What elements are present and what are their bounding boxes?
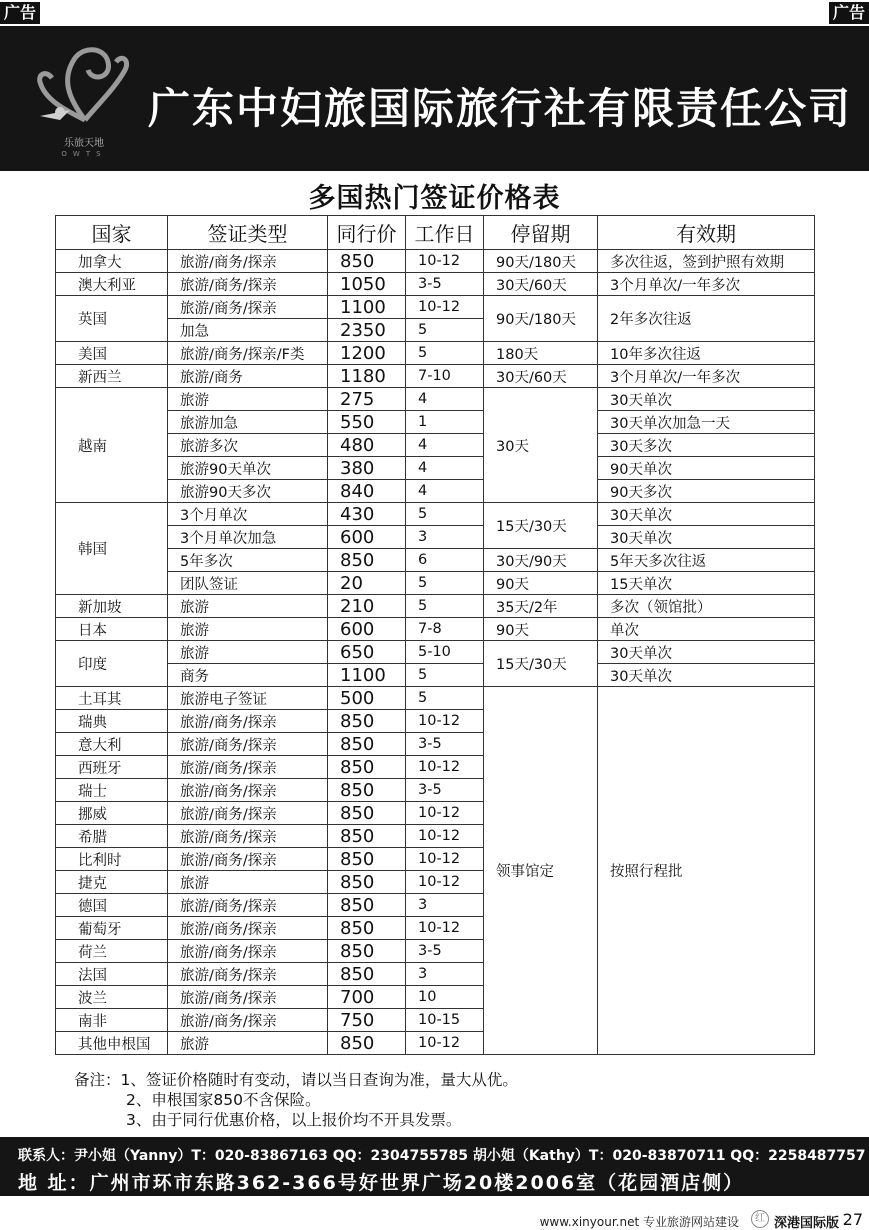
validity-cell: 15天单次: [598, 572, 815, 595]
workdays-cell: 3: [406, 963, 484, 986]
workdays-cell: 10-12: [406, 825, 484, 848]
visa-type-cell: 旅游加急: [168, 411, 328, 434]
table-row: [56, 687, 815, 710]
country-cell: 美国: [56, 342, 168, 365]
workdays-cell: 3: [406, 894, 484, 917]
country-cell: 荷兰: [56, 940, 168, 963]
country-cell: 德国: [56, 894, 168, 917]
ad-label-left: 广告: [0, 2, 40, 24]
table-row: [56, 388, 815, 411]
price-cell: 550: [328, 411, 406, 434]
country-cell: 捷克: [56, 871, 168, 894]
company-name: 广东中妇旅国际旅行社有限责任公司: [148, 84, 853, 133]
header-workdays: 工作日: [406, 216, 484, 250]
header-visa-type: 签证类型: [168, 216, 328, 250]
country-cell: 印度: [56, 641, 168, 687]
workdays-cell: 3-5: [406, 940, 484, 963]
price-cell: 850: [328, 1032, 406, 1055]
workdays-cell: 5: [406, 687, 484, 710]
header-validity: 有效期: [598, 216, 815, 250]
price-cell: 275: [328, 388, 406, 411]
price-cell: 850: [328, 940, 406, 963]
country-cell: 瑞典: [56, 710, 168, 733]
visa-type-cell: 旅游: [168, 1032, 328, 1055]
company-header: [0, 26, 869, 171]
validity-cell: 30天单次: [598, 664, 815, 687]
note-line-3: 3、由于同行优惠价格，以上报价均不开具发票。: [126, 1111, 462, 1129]
visa-type-cell: 旅游/商务/探亲: [168, 779, 328, 802]
workdays-cell: 4: [406, 457, 484, 480]
visa-type-cell: 加急: [168, 319, 328, 342]
visa-type-cell: 旅游多次: [168, 434, 328, 457]
notes: [74, 1070, 518, 1130]
visa-type-cell: 旅游: [168, 388, 328, 411]
stay-cell: 35天/2年: [484, 595, 598, 618]
country-cell: 瑞士: [56, 779, 168, 802]
visa-type-cell: 旅游90天单次: [168, 457, 328, 480]
country-cell: 越南: [56, 388, 168, 503]
price-cell: 2350: [328, 319, 406, 342]
price-cell: 850: [328, 710, 406, 733]
workdays-cell: 6: [406, 549, 484, 572]
visa-type-cell: 旅游/商务/探亲: [168, 802, 328, 825]
workdays-cell: 4: [406, 480, 484, 503]
visa-type-cell: 旅游/商务/探亲: [168, 825, 328, 848]
workdays-cell: 10-12: [406, 756, 484, 779]
table-header-row: [56, 216, 815, 250]
country-cell: 西班牙: [56, 756, 168, 779]
table-row: [56, 503, 815, 526]
page-footer: [0, 1208, 869, 1230]
visa-type-cell: 3个月单次加急: [168, 526, 328, 549]
country-cell: 法国: [56, 963, 168, 986]
visa-type-cell: 旅游/商务/探亲: [168, 940, 328, 963]
validity-cell: 30天单次: [598, 503, 815, 526]
country-cell: 波兰: [56, 986, 168, 1009]
table-title: 多国热门签证价格表: [308, 183, 561, 214]
visa-type-cell: 旅游90天多次: [168, 480, 328, 503]
workdays-cell: 5: [406, 572, 484, 595]
price-cell: 1100: [328, 296, 406, 319]
country-cell: 意大利: [56, 733, 168, 756]
table-row: [56, 296, 815, 319]
price-cell: 380: [328, 457, 406, 480]
workdays-cell: 10-12: [406, 296, 484, 319]
validity-cell: 90天单次: [598, 457, 815, 480]
stay-cell: 领事馆定: [484, 687, 598, 1055]
visa-type-cell: 旅游/商务/探亲: [168, 986, 328, 1009]
visa-type-cell: 旅游/商务/探亲: [168, 733, 328, 756]
contact-bar: [0, 1137, 869, 1196]
stay-cell: 90天/180天: [484, 296, 598, 342]
validity-cell: 多次（领馆批）: [598, 595, 815, 618]
ad-label-right: 广告: [829, 2, 869, 24]
visa-type-cell: 旅游/商务/探亲: [168, 710, 328, 733]
country-cell: 韩国: [56, 503, 168, 595]
workdays-cell: 4: [406, 388, 484, 411]
visa-type-cell: 3个月单次: [168, 503, 328, 526]
stay-cell: 180天: [484, 342, 598, 365]
country-cell: 葡萄牙: [56, 917, 168, 940]
workdays-cell: 5: [406, 664, 484, 687]
country-cell: 加拿大: [56, 250, 168, 273]
stay-cell: 90天/180天: [484, 250, 598, 273]
visa-type-cell: 旅游/商务/探亲: [168, 894, 328, 917]
visa-price-table: [55, 215, 815, 1055]
visa-type-cell: 旅游/商务/探亲: [168, 917, 328, 940]
workdays-cell: 5: [406, 503, 484, 526]
workdays-cell: 4: [406, 434, 484, 457]
logo-text: 乐旅天地: [64, 138, 104, 149]
price-cell: 210: [328, 595, 406, 618]
workdays-cell: 10-15: [406, 1009, 484, 1032]
country-cell: 英国: [56, 296, 168, 342]
table-row: [56, 365, 815, 388]
stay-cell: 15天/30天: [484, 641, 598, 687]
country-cell: 新西兰: [56, 365, 168, 388]
price-cell: 850: [328, 779, 406, 802]
visa-type-cell: 旅游/商务/探亲: [168, 1009, 328, 1032]
validity-cell: 3个月单次/一年多次: [598, 365, 815, 388]
country-cell: 新加坡: [56, 595, 168, 618]
visa-type-cell: 旅游/商务/探亲/F类: [168, 342, 328, 365]
visa-type-cell: 商务: [168, 664, 328, 687]
price-cell: 1180: [328, 365, 406, 388]
country-cell: 其他申根国: [56, 1032, 168, 1055]
workdays-cell: 3-5: [406, 273, 484, 296]
country-cell: 土耳其: [56, 687, 168, 710]
price-cell: 850: [328, 802, 406, 825]
validity-cell: 30天单次: [598, 641, 815, 664]
price-cell: 850: [328, 825, 406, 848]
workdays-cell: 10-12: [406, 848, 484, 871]
table-row: [56, 641, 815, 664]
stay-cell: 30天: [484, 388, 598, 503]
header-price: 同行价: [328, 216, 406, 250]
visa-type-cell: 旅游电子签证: [168, 687, 328, 710]
validity-cell: 按照行程批: [598, 687, 815, 1055]
price-cell: 840: [328, 480, 406, 503]
table-row: [56, 480, 815, 503]
workdays-cell: 7-8: [406, 618, 484, 641]
table-row: [56, 572, 815, 595]
table-row: [56, 457, 815, 480]
price-cell: 1200: [328, 342, 406, 365]
workdays-cell: 3-5: [406, 779, 484, 802]
price-cell: 850: [328, 756, 406, 779]
workdays-cell: 10-12: [406, 250, 484, 273]
workdays-cell: 5: [406, 342, 484, 365]
price-cell: 1100: [328, 664, 406, 687]
visa-type-cell: 旅游/商务/探亲: [168, 250, 328, 273]
table-row: [56, 549, 815, 572]
price-cell: 650: [328, 641, 406, 664]
table-row: [56, 664, 815, 687]
stay-cell: 90天: [484, 618, 598, 641]
workdays-cell: 10-12: [406, 871, 484, 894]
workdays-cell: 5: [406, 595, 484, 618]
price-cell: 430: [328, 503, 406, 526]
validity-cell: 2年多次往返: [598, 296, 815, 342]
visa-type-cell: 旅游/商务/探亲: [168, 273, 328, 296]
country-cell: 希腊: [56, 825, 168, 848]
visa-type-cell: 旅游: [168, 595, 328, 618]
workdays-cell: 3: [406, 526, 484, 549]
price-cell: 850: [328, 733, 406, 756]
visa-type-cell: 旅游/商务/探亲: [168, 296, 328, 319]
validity-cell: 30天单次加急一天: [598, 411, 815, 434]
footer-site: www.xinyour.net 专业旅游网站建设: [539, 1215, 739, 1229]
validity-cell: 30天单次: [598, 526, 815, 549]
stay-cell: 30天/90天: [484, 549, 598, 572]
workdays-cell: 3-5: [406, 733, 484, 756]
country-cell: 比利时: [56, 848, 168, 871]
country-cell: 南非: [56, 1009, 168, 1032]
price-cell: 600: [328, 618, 406, 641]
price-cell: 1050: [328, 273, 406, 296]
workdays-cell: 10-12: [406, 917, 484, 940]
peacock-logo-icon: [30, 40, 140, 132]
price-cell: 480: [328, 434, 406, 457]
logo-subtitle: OWTS: [61, 150, 107, 158]
price-cell: 20: [328, 572, 406, 595]
table-row: [56, 434, 815, 457]
header-country: 国家: [56, 216, 168, 250]
visa-type-cell: 5年多次: [168, 549, 328, 572]
table-row: [56, 250, 815, 273]
table-row: [56, 526, 815, 549]
visa-type-cell: 旅游/商务: [168, 365, 328, 388]
country-cell: 挪威: [56, 802, 168, 825]
contact-persons: 联系人：尹小姐（Yanny）T：020-83867163 QQ：2304755785 胡小姐（Kathy）T：020-83870711 QQ：2258487757: [18, 1148, 866, 1164]
stay-cell: 90天: [484, 572, 598, 595]
price-cell: 850: [328, 871, 406, 894]
company-logo: [30, 40, 140, 162]
price-cell: 850: [328, 848, 406, 871]
validity-cell: 10年多次往返: [598, 342, 815, 365]
validity-cell: 30天多次: [598, 434, 815, 457]
validity-cell: 3个月单次/一年多次: [598, 273, 815, 296]
footer-badge-icon: 红: [751, 1210, 769, 1228]
contact-address: 地 址：广州市环市东路362-366号好世界广场20楼2006室（花园酒店侧）: [18, 1172, 745, 1194]
price-cell: 850: [328, 917, 406, 940]
validity-cell: 多次往返，签到护照有效期: [598, 250, 815, 273]
stay-cell: 30天/60天: [484, 365, 598, 388]
workdays-cell: 10-12: [406, 802, 484, 825]
footer-edition: 深港国际版: [773, 1216, 839, 1230]
stay-cell: 15天/30天: [484, 503, 598, 549]
stay-cell: 30天/60天: [484, 273, 598, 296]
validity-cell: 5年天多次往返: [598, 549, 815, 572]
table-row: [56, 342, 815, 365]
workdays-cell: 5: [406, 319, 484, 342]
visa-type-cell: 旅游/商务/探亲: [168, 848, 328, 871]
price-cell: 850: [328, 894, 406, 917]
note-line-2: 2、申根国家850不含保险。: [126, 1091, 321, 1109]
table-row: [56, 411, 815, 434]
workdays-cell: 1: [406, 411, 484, 434]
price-cell: 750: [328, 1009, 406, 1032]
workdays-cell: 5-10: [406, 641, 484, 664]
validity-cell: 90天多次: [598, 480, 815, 503]
note-line-1: 备注：1、签证价格随时有变动，请以当日查询为准，量大从优。: [74, 1071, 518, 1089]
validity-cell: 30天单次: [598, 388, 815, 411]
workdays-cell: 10-12: [406, 1032, 484, 1055]
visa-type-cell: 旅游/商务/探亲: [168, 963, 328, 986]
header-stay: 停留期: [484, 216, 598, 250]
visa-type-cell: 旅游: [168, 618, 328, 641]
workdays-cell: 10: [406, 986, 484, 1009]
price-cell: 850: [328, 549, 406, 572]
visa-type-cell: 旅游: [168, 641, 328, 664]
visa-type-cell: 团队签证: [168, 572, 328, 595]
visa-type-cell: 旅游/商务/探亲: [168, 756, 328, 779]
table-row: [56, 595, 815, 618]
price-cell: 850: [328, 963, 406, 986]
country-cell: 日本: [56, 618, 168, 641]
table-row: [56, 273, 815, 296]
price-cell: 500: [328, 687, 406, 710]
validity-cell: 单次: [598, 618, 815, 641]
workdays-cell: 7-10: [406, 365, 484, 388]
table-row: [56, 618, 815, 641]
visa-type-cell: 旅游: [168, 871, 328, 894]
page-number: 27: [842, 1210, 863, 1229]
country-cell: 澳大利亚: [56, 273, 168, 296]
price-cell: 850: [328, 250, 406, 273]
workdays-cell: 10-12: [406, 710, 484, 733]
price-cell: 700: [328, 986, 406, 1009]
price-cell: 600: [328, 526, 406, 549]
